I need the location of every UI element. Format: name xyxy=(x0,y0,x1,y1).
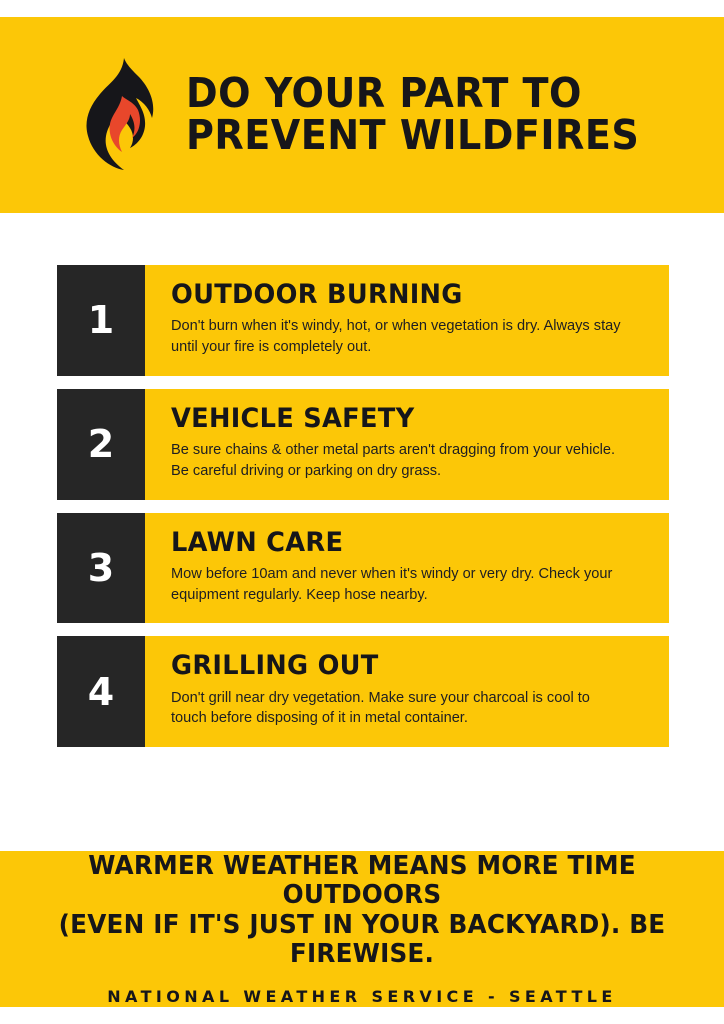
step-content xyxy=(145,513,669,624)
footer-tagline-line1: WARMER WEATHER MEANS MORE TIME OUTDOORS xyxy=(88,851,636,911)
flame-icon xyxy=(72,56,164,174)
step-number-badge: 2 xyxy=(57,389,145,500)
footer-tagline-line2: (EVEN IF IT'S JUST IN YOUR BACKYARD). BE FIREWISE. xyxy=(58,909,666,969)
step-content xyxy=(145,265,669,376)
page-title xyxy=(186,69,640,159)
poster-footer xyxy=(0,851,724,1007)
header-title-line1: DO YOUR PART TO xyxy=(186,69,582,118)
step-number-badge: 3 xyxy=(57,513,145,624)
step-title: GRILLING OUT xyxy=(171,650,379,682)
step-title: LAWN CARE xyxy=(171,526,344,558)
poster-header xyxy=(0,17,724,213)
agency-name: NATIONAL WEATHER SERVICE - SEATTLE xyxy=(107,986,617,1006)
list-item xyxy=(57,636,669,747)
step-title: OUTDOOR BURNING xyxy=(171,279,463,310)
header-title-line2: PREVENT WILDFIRES xyxy=(186,111,640,159)
step-description: Mow before 10am and never when it's windy or very dry. Check your equipment regularly. Keep hose nearby. xyxy=(171,565,613,603)
step-title: VEHICLE SAFETY xyxy=(171,402,415,434)
list-item xyxy=(57,265,669,376)
step-content xyxy=(145,389,669,500)
step-description: Don't burn when it's windy, hot, or when vegetation is dry. Always stay until your fire is completely out. xyxy=(171,318,621,356)
list-item xyxy=(57,513,669,624)
step-number-badge: 4 xyxy=(57,636,145,747)
step-number-badge: 1 xyxy=(57,265,145,376)
step-description: Be sure chains & other metal parts aren't dragging from your vehicle. Be careful driving or parking on dry grass. xyxy=(171,442,616,479)
tips-list xyxy=(57,265,669,760)
step-content xyxy=(145,636,669,747)
list-item xyxy=(57,389,669,500)
step-description: Don't grill near dry vegetation. Make sure your charcoal is cool to touch before disposing of it in metal container. xyxy=(171,689,590,727)
